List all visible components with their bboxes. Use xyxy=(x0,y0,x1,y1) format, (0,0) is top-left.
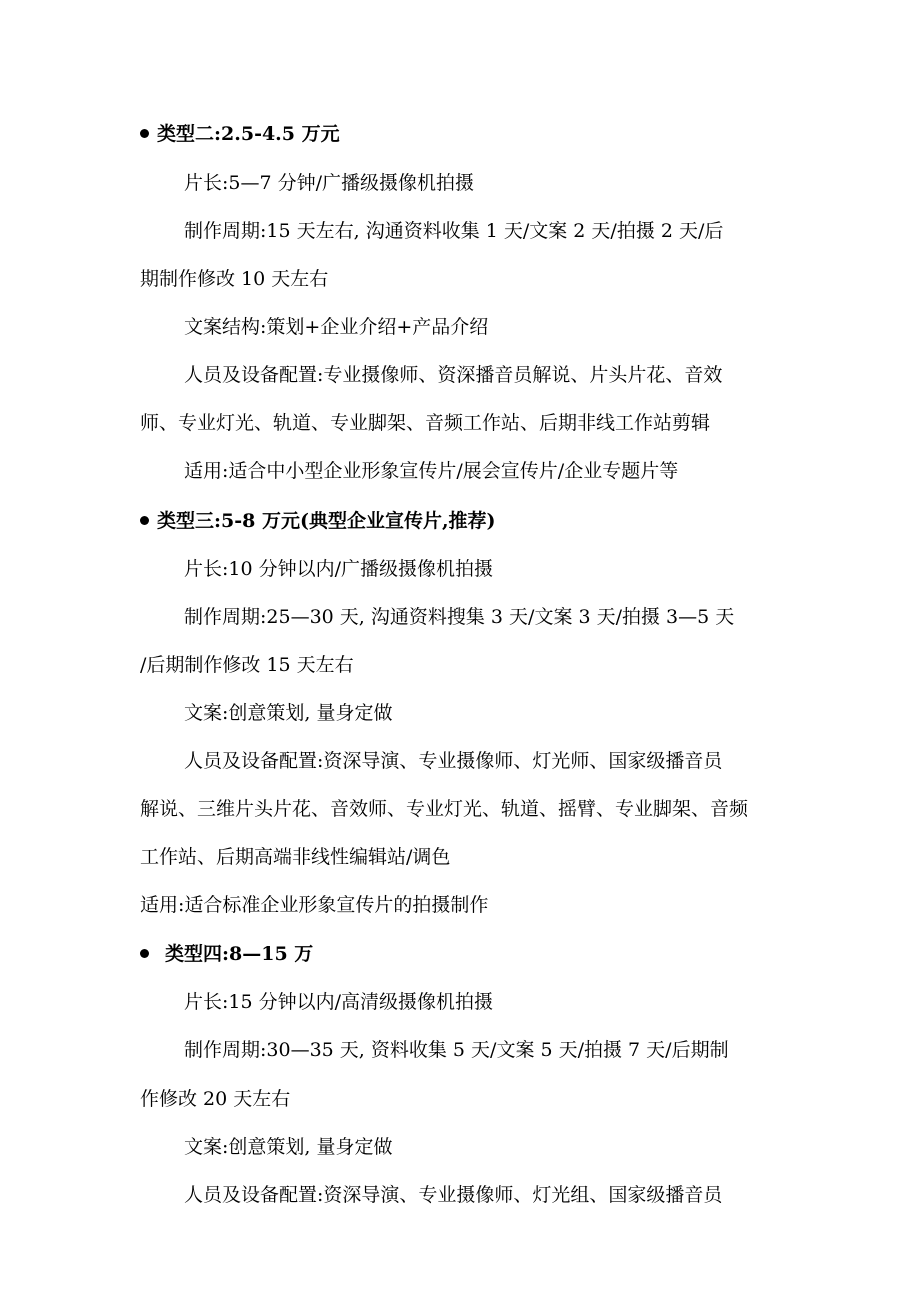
paragraph-line: 解说、三维片头片花、音效师、专业灯光、轨道、摇臂、专业脚架、音频 xyxy=(140,798,749,820)
paragraph-line: 期制作修改 10 天左右 xyxy=(140,268,329,290)
paragraph-line: 工作站、后期高端非线性编辑站/调色 xyxy=(140,846,451,868)
paragraph-line: 师、专业灯光、轨道、专业脚架、音频工作站、后期非线工作站剪辑 xyxy=(140,412,711,434)
heading-text: 类型四:8—15 万 xyxy=(165,943,314,965)
bullet-icon xyxy=(140,949,149,958)
paragraph-line: 文案:创意策划, 量身定做 xyxy=(184,702,393,724)
paragraph-line: 人员及设备配置:资深导演、专业摄像师、灯光师、国家级播音员 xyxy=(184,750,723,772)
paragraph-line: 适用:适合标准企业形象宣传片的拍摄制作 xyxy=(140,894,489,916)
section-heading xyxy=(140,121,800,147)
bullet-icon xyxy=(140,129,149,138)
paragraph-line: 人员及设备配置:专业摄像师、资深播音员解说、片头片花、音效 xyxy=(184,364,723,386)
paragraph-line: 片长:5—7 分钟/广播级摄像机拍摄 xyxy=(184,172,475,194)
paragraph-line: 文案:创意策划, 量身定做 xyxy=(184,1136,393,1158)
paragraph-line: 片长:15 分钟以内/高清级摄像机拍摄 xyxy=(184,991,494,1013)
paragraph-line: 作修改 20 天左右 xyxy=(140,1088,291,1110)
section-heading xyxy=(140,508,800,534)
section-heading xyxy=(140,941,800,967)
heading-text: 类型二:2.5-4.5 万元 xyxy=(157,123,340,145)
paragraph-line: /后期制作修改 15 天左右 xyxy=(140,654,354,676)
paragraph-line: 制作周期:15 天左右, 沟通资料收集 1 天/文案 2 天/拍摄 2 天/后 xyxy=(184,220,724,242)
paragraph-line: 制作周期:25—30 天, 沟通资料搜集 3 天/文案 3 天/拍摄 3—5 天 xyxy=(184,606,735,628)
paragraph-line: 文案结构:策划+企业介绍+产品介绍 xyxy=(184,316,489,338)
paragraph-line: 制作周期:30—35 天, 资料收集 5 天/文案 5 天/拍摄 7 天/后期制 xyxy=(184,1039,729,1061)
paragraph-line: 适用:适合中小型企业形象宣传片/展会宣传片/企业专题片等 xyxy=(184,460,679,482)
bullet-icon xyxy=(140,516,149,525)
heading-text: 类型三:5-8 万元(典型企业宣传片,推荐) xyxy=(157,510,496,532)
paragraph-line: 片长:10 分钟以内/广播级摄像机拍摄 xyxy=(184,558,494,580)
paragraph-line: 人员及设备配置:资深导演、专业摄像师、灯光组、国家级播音员 xyxy=(184,1184,723,1206)
